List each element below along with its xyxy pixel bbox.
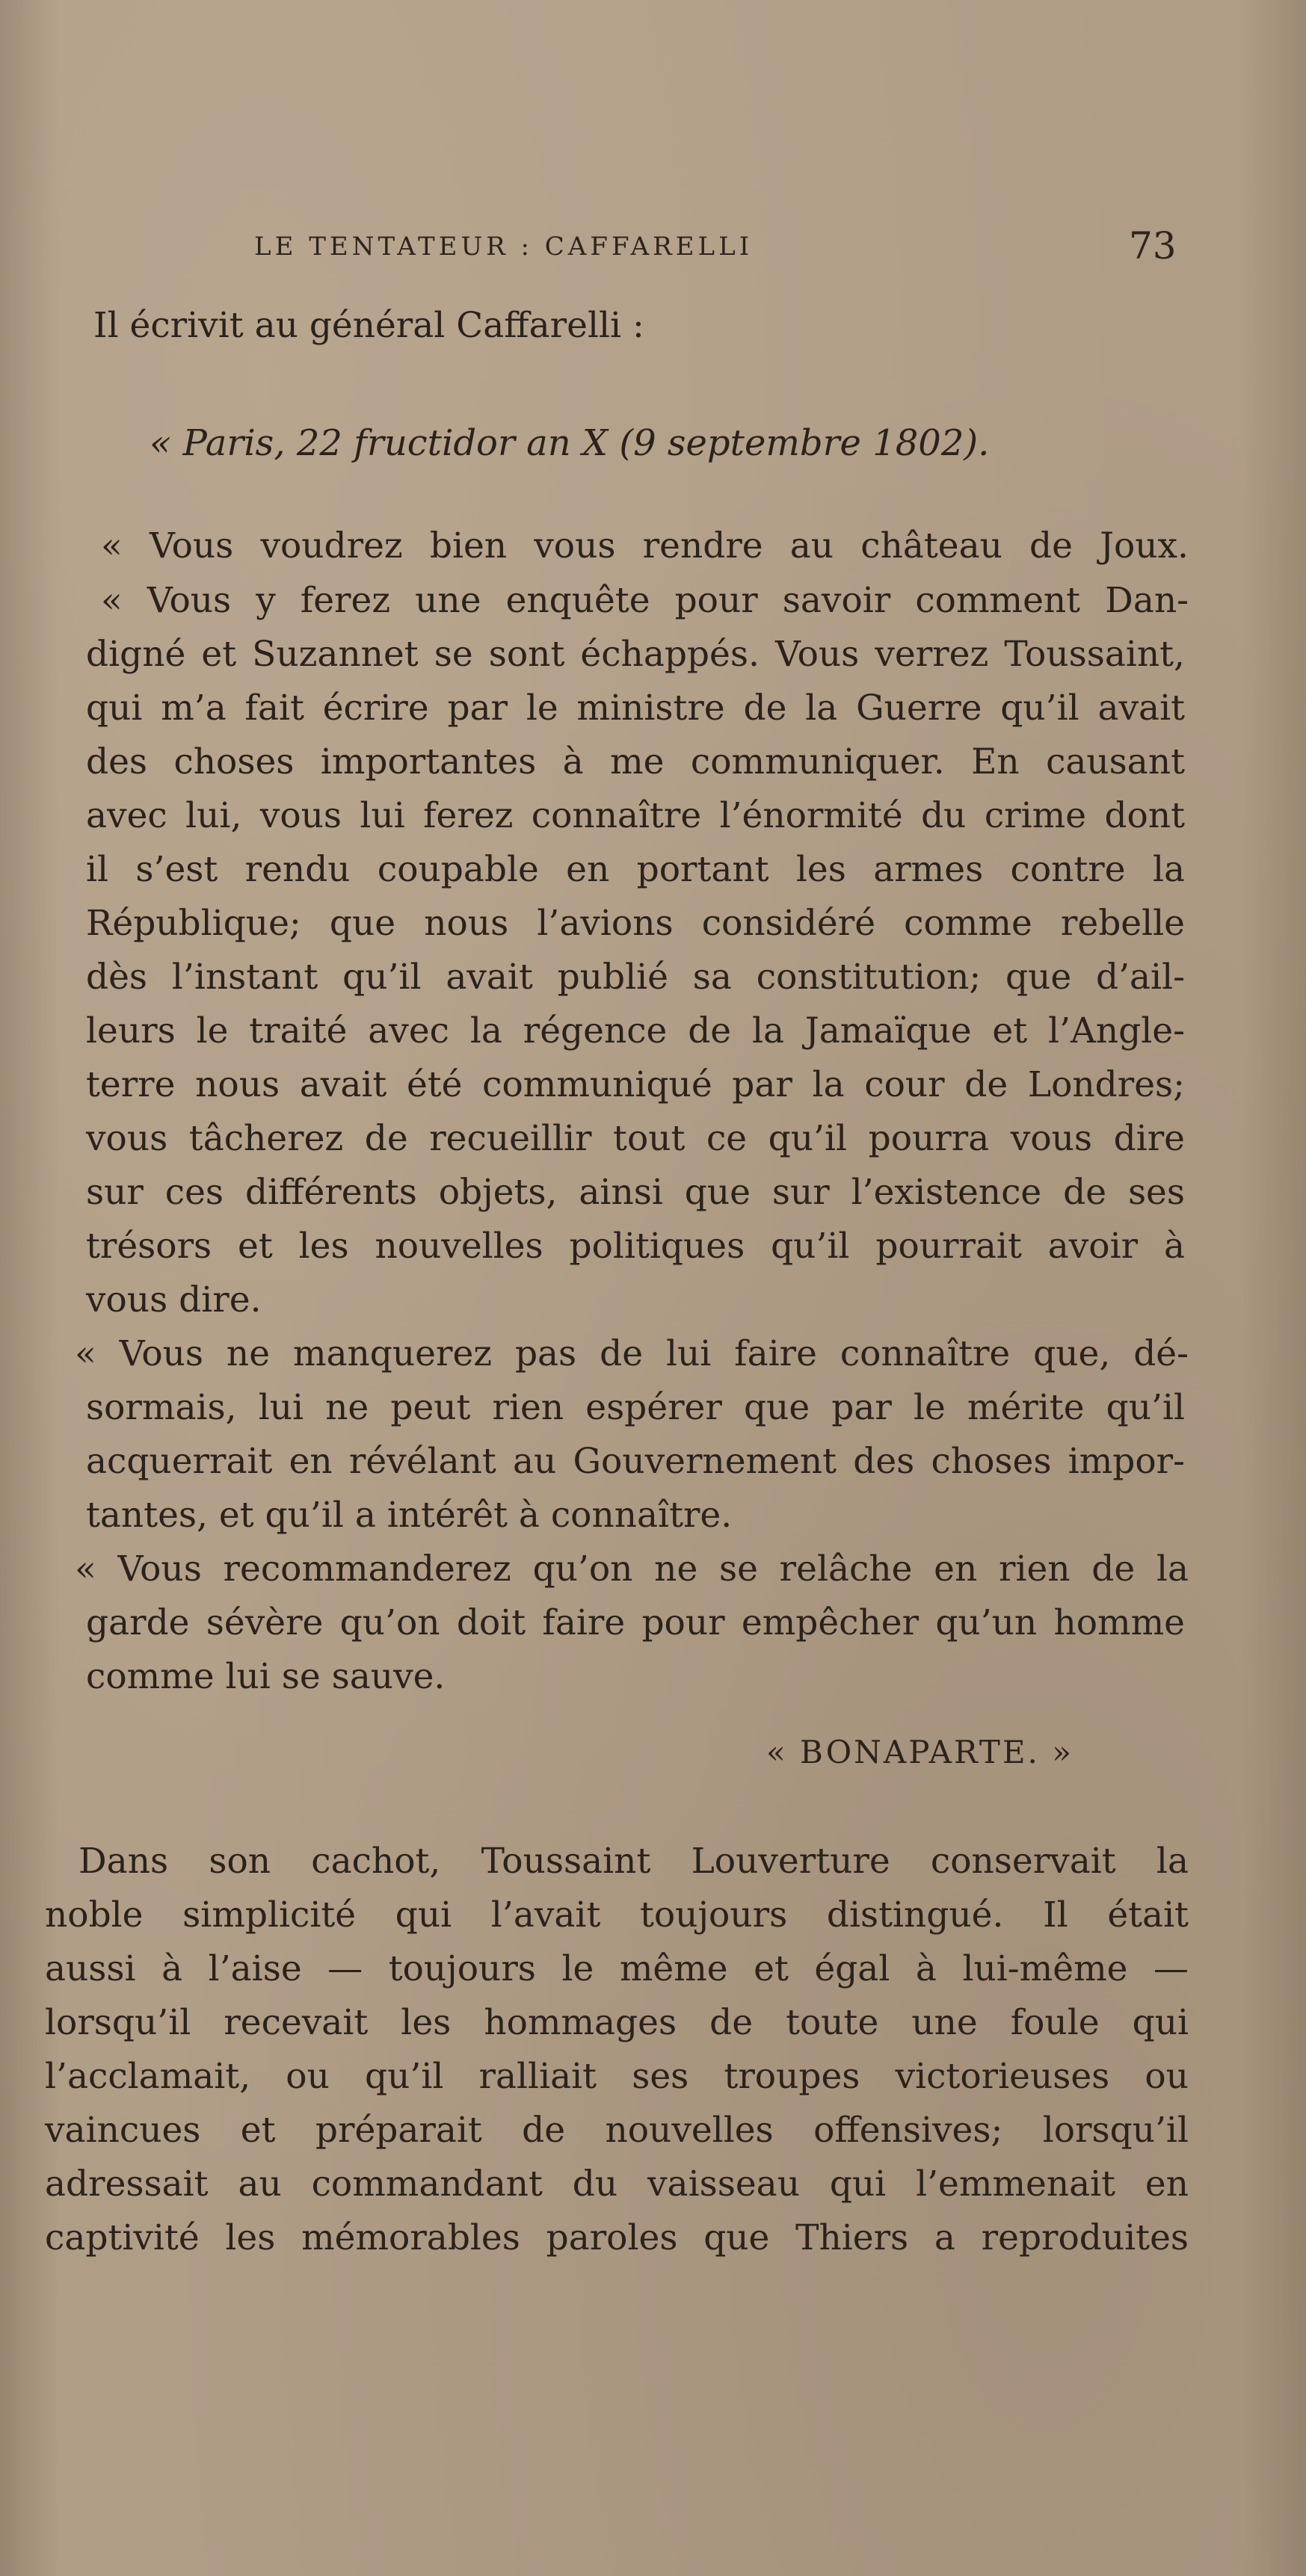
letter-dateline: « Paris, 22 fructidor an X (9 septembre 1802). [150,422,990,464]
letter-line: avec lui, vous lui ferez connaître l’énormité du crime dont [86,795,1185,836]
letter-line: trésors et les nouvelles politiques qu’il pourrait avoir à [86,1226,1185,1267]
letter-line: vous dire. [86,1279,262,1321]
paragraph-line: Dans son cachot, Toussaint Louverture conservait la [78,1841,1189,1882]
paragraph-line: captivité les mémorables paroles que Thiers a reproduites [45,2217,1189,2258]
letter-line: des choses importantes à me communiquer. En causant [86,741,1185,782]
letter-signature: « BONAPARTE. » [766,1734,1074,1770]
letter-line: il s’est rendu coupable en portant les armes contre la [86,849,1185,890]
running-head: LE TENTATEUR : CAFFARELLI [254,232,754,262]
letter-line: « Vous y ferez une enquête pour savoir comment Dan- [101,580,1189,621]
paragraph-line: lorsqu’il recevait les hommages de toute une foule qui [45,2002,1189,2043]
letter-line: qui m’a fait écrire par le ministre de la Guerre qu’il avait [86,688,1185,729]
letter-line: vous tâcherez de recueillir tout ce qu’il pourra vous dire [86,1118,1185,1159]
letter-line: « Vous recommanderez qu’on ne se relâche en rien de la [75,1548,1189,1590]
letter-line: dès l’instant qu’il avait publié sa constitution; que d’ail- [86,957,1185,998]
paragraph-line: adressait au commandant du vaisseau qui l’emmenait en [45,2163,1189,2205]
letter-line: comme lui se sauve. [86,1656,446,1697]
letter-line: leurs le traité avec la régence de la Jamaïque et l’Angle- [86,1010,1185,1051]
letter-line: digné et Suzannet se sont échappés. Vous verrez Toussaint, [86,634,1185,675]
letter-line: terre nous avait été communiqué par la cour de Londres; [86,1064,1185,1105]
page-number: 73 [1129,224,1177,268]
letter-line: sormais, lui ne peut rien espérer que par le mérite qu’il [86,1387,1185,1428]
letter-line: acquerrait en révélant au Gouvernement des choses impor- [86,1441,1185,1482]
paragraph-line: vaincues et préparait de nouvelles offensives; lorsqu’il [45,2110,1189,2151]
paragraph-line: noble simplicité qui l’avait toujours distingué. Il était [45,1894,1189,1936]
letter-line: garde sévère qu’on doit faire pour empêcher qu’un homme [86,1602,1185,1643]
letter-line: République; que nous l’avions considéré comme rebelle [86,903,1185,944]
letter-line: sur ces différents objets, ainsi que sur l’existence de ses [86,1172,1185,1213]
paragraph-line: aussi à l’aise — toujours le même et égal à lui-même — [45,1948,1189,1989]
letter-line: « Vous voudrez bien vous rendre au château de Joux. [101,525,1189,566]
intro-line: Il écrivit au général Caffarelli : [93,305,644,346]
paragraph-line: l’acclamait, ou qu’il ralliait ses troupes victorieuses ou [45,2056,1189,2097]
letter-line: tantes, et qu’il a intérêt à connaître. [86,1495,733,1536]
letter-line: « Vous ne manquerez pas de lui faire connaître que, dé- [75,1333,1189,1374]
